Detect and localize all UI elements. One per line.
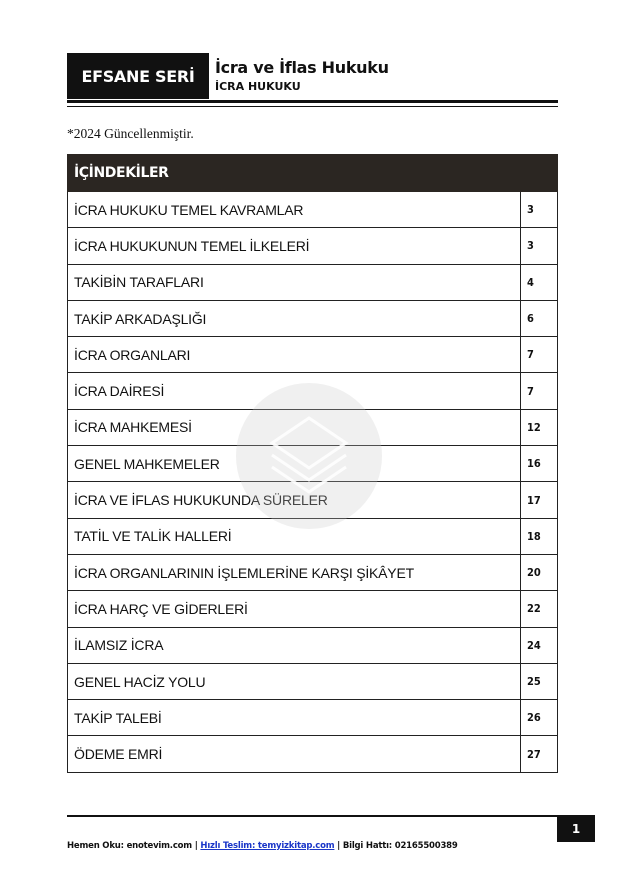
- toc-row[interactable]: [68, 482, 557, 518]
- toc-entry-page: 17: [520, 482, 557, 517]
- toc-entry-title: İCRA HUKUKUNUN TEMEL İLKELERİ: [74, 237, 310, 254]
- toc-entry-page: 27: [520, 736, 557, 771]
- toc-entry-title: TAKİP TALEBİ: [74, 709, 162, 726]
- toc-entry-title: ÖDEME EMRİ: [74, 746, 163, 763]
- toc-entry-title: İCRA ORGANLARININ İŞLEMLERİNE KARŞI ŞİKÂYET: [74, 564, 414, 581]
- toc-entry-title: İCRA MAHKEMESİ: [74, 419, 192, 436]
- toc-entry-page: 6: [520, 301, 557, 336]
- toc-row[interactable]: [68, 555, 557, 591]
- toc-entry-title: İLAMSIZ İCRA: [74, 637, 164, 654]
- toc-row[interactable]: [68, 228, 557, 264]
- toc-row[interactable]: [68, 446, 557, 482]
- toc-row[interactable]: [68, 700, 557, 736]
- toc-entry-title: İCRA ORGANLARI: [74, 346, 191, 363]
- toc-entry-page: 7: [520, 373, 557, 408]
- toc-heading: İÇİNDEKİLER: [67, 154, 558, 192]
- table-of-contents: [67, 154, 558, 773]
- series-badge: EFSANE SERİ: [67, 53, 209, 99]
- header-rule-thin: [67, 106, 558, 107]
- toc-row[interactable]: [68, 373, 557, 409]
- toc-row[interactable]: [68, 301, 557, 337]
- footer-hotline-label: Bilgi Hattı: 02165500389: [342, 841, 458, 851]
- toc-entry-title: İCRA HUKUKU TEMEL KAVRAMLAR: [74, 201, 304, 218]
- toc-entry-title: TAKİP ARKADAŞLIĞI: [74, 310, 207, 327]
- toc-entry-title: GENEL HACİZ YOLU: [74, 673, 206, 690]
- toc-entry-page: 7: [520, 337, 557, 372]
- toc-rows: [67, 192, 558, 773]
- footer-separator: |: [337, 841, 341, 851]
- update-note: *2024 Güncellenmiştir.: [67, 126, 194, 141]
- toc-entry-page: 3: [520, 192, 557, 227]
- toc-row[interactable]: [68, 410, 557, 446]
- page-number: 1: [557, 815, 595, 842]
- toc-entry-page: 4: [520, 265, 557, 300]
- toc-entry-page: 24: [520, 628, 557, 663]
- section-title: İCRA HUKUKU: [215, 80, 301, 93]
- toc-entry-page: 16: [520, 446, 557, 481]
- toc-row[interactable]: [68, 337, 557, 373]
- toc-entry-title: TAKİBİN TARAFLARI: [74, 274, 204, 291]
- footer-rule: [67, 815, 557, 817]
- toc-entry-page: 12: [520, 410, 557, 445]
- footer-read-label: Hemen Oku: enotevim.com: [67, 841, 192, 851]
- toc-entry-page: 25: [520, 664, 557, 699]
- toc-row[interactable]: [68, 265, 557, 301]
- toc-entry-page: 3: [520, 228, 557, 263]
- toc-entry-title: İCRA VE İFLAS HUKUKUNDA SÜRELER: [74, 492, 328, 509]
- toc-entry-page: 26: [520, 700, 557, 735]
- footer-text: [67, 841, 458, 851]
- toc-row[interactable]: [68, 591, 557, 627]
- toc-entry-page: 22: [520, 591, 557, 626]
- toc-row[interactable]: [68, 736, 557, 772]
- toc-entry-title: İCRA HARÇ VE GİDERLERİ: [74, 600, 248, 617]
- footer-delivery-link[interactable]: Hızlı Teslim: temyizkitap.com: [200, 841, 335, 851]
- toc-entry-title: İCRA DAİRESİ: [74, 383, 165, 400]
- toc-row[interactable]: [68, 664, 557, 700]
- toc-entry-title: TATİL VE TALİK HALLERİ: [74, 528, 232, 545]
- toc-row[interactable]: [68, 519, 557, 555]
- toc-entry-page: 20: [520, 555, 557, 590]
- toc-row[interactable]: [68, 628, 557, 664]
- toc-row[interactable]: [68, 192, 557, 228]
- toc-entry-title: GENEL MAHKEMELER: [74, 455, 220, 472]
- header-rule-thick: [67, 100, 558, 103]
- book-title: İcra ve İflas Hukuku: [215, 58, 389, 77]
- footer-separator: |: [194, 841, 198, 851]
- toc-entry-page: 18: [520, 519, 557, 554]
